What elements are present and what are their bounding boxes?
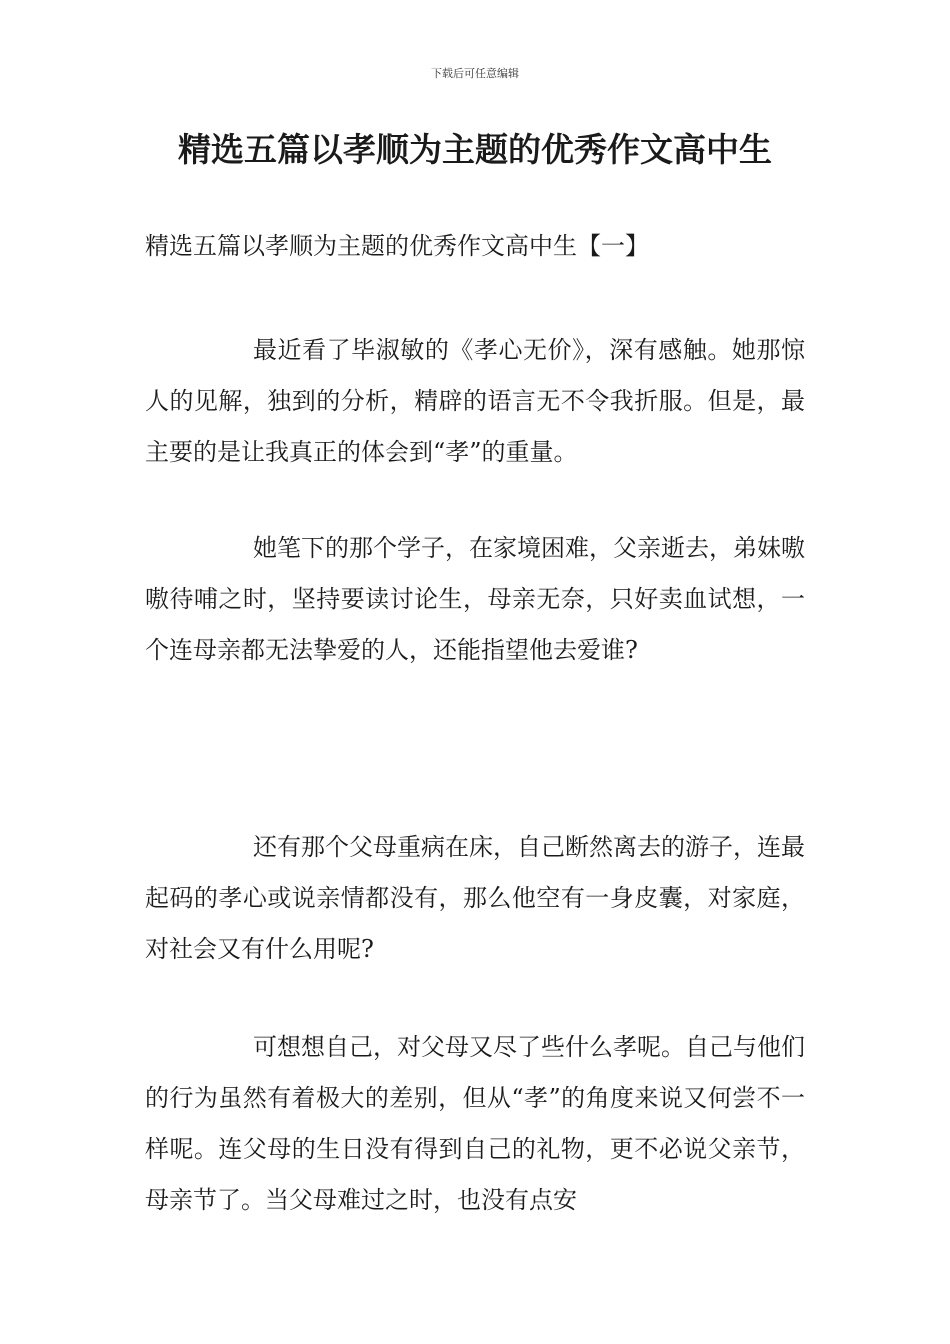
paragraph-4: 可想想自己，对父母又尽了些什么孝呢。自己与他们的行为虽然有着极大的差别，但从“孝”的角度来说又何尝不一样呢。连父母的生日没有得到自己的礼物，更不必说父亲节，母亲节了。当父母难过之时，也没有点安: [145, 1033, 805, 1214]
header-note: 下载后可任意编辑: [431, 67, 519, 80]
paragraph-1: 最近看了毕淑敏的《孝心无价》，深有感触。她那惊人的见解，独到的分析，精辟的语言无不令我折服。但是，最主要的是让我真正的体会到“孝”的重量。: [145, 336, 805, 466]
section-heading: 精选五篇以孝顺为主题的优秀作文高中生【一】: [145, 232, 649, 260]
document-title: 精选五篇以孝顺为主题的优秀作文高中生: [178, 130, 772, 169]
paragraph-3: 还有那个父母重病在床，自己断然离去的游子，连最起码的孝心或说亲情都没有，那么他空有一身皮囊，对家庭，对社会又有什么用呢?: [145, 833, 805, 963]
paragraph-2: 她笔下的那个学子，在家境困难，父亲逝去，弟妹嗷嗷待哺之时，坚持要读讨论生，母亲无奈，只好卖血试想，一个连母亲都无法挚爱的人，还能指望他去爱谁?: [145, 534, 805, 664]
